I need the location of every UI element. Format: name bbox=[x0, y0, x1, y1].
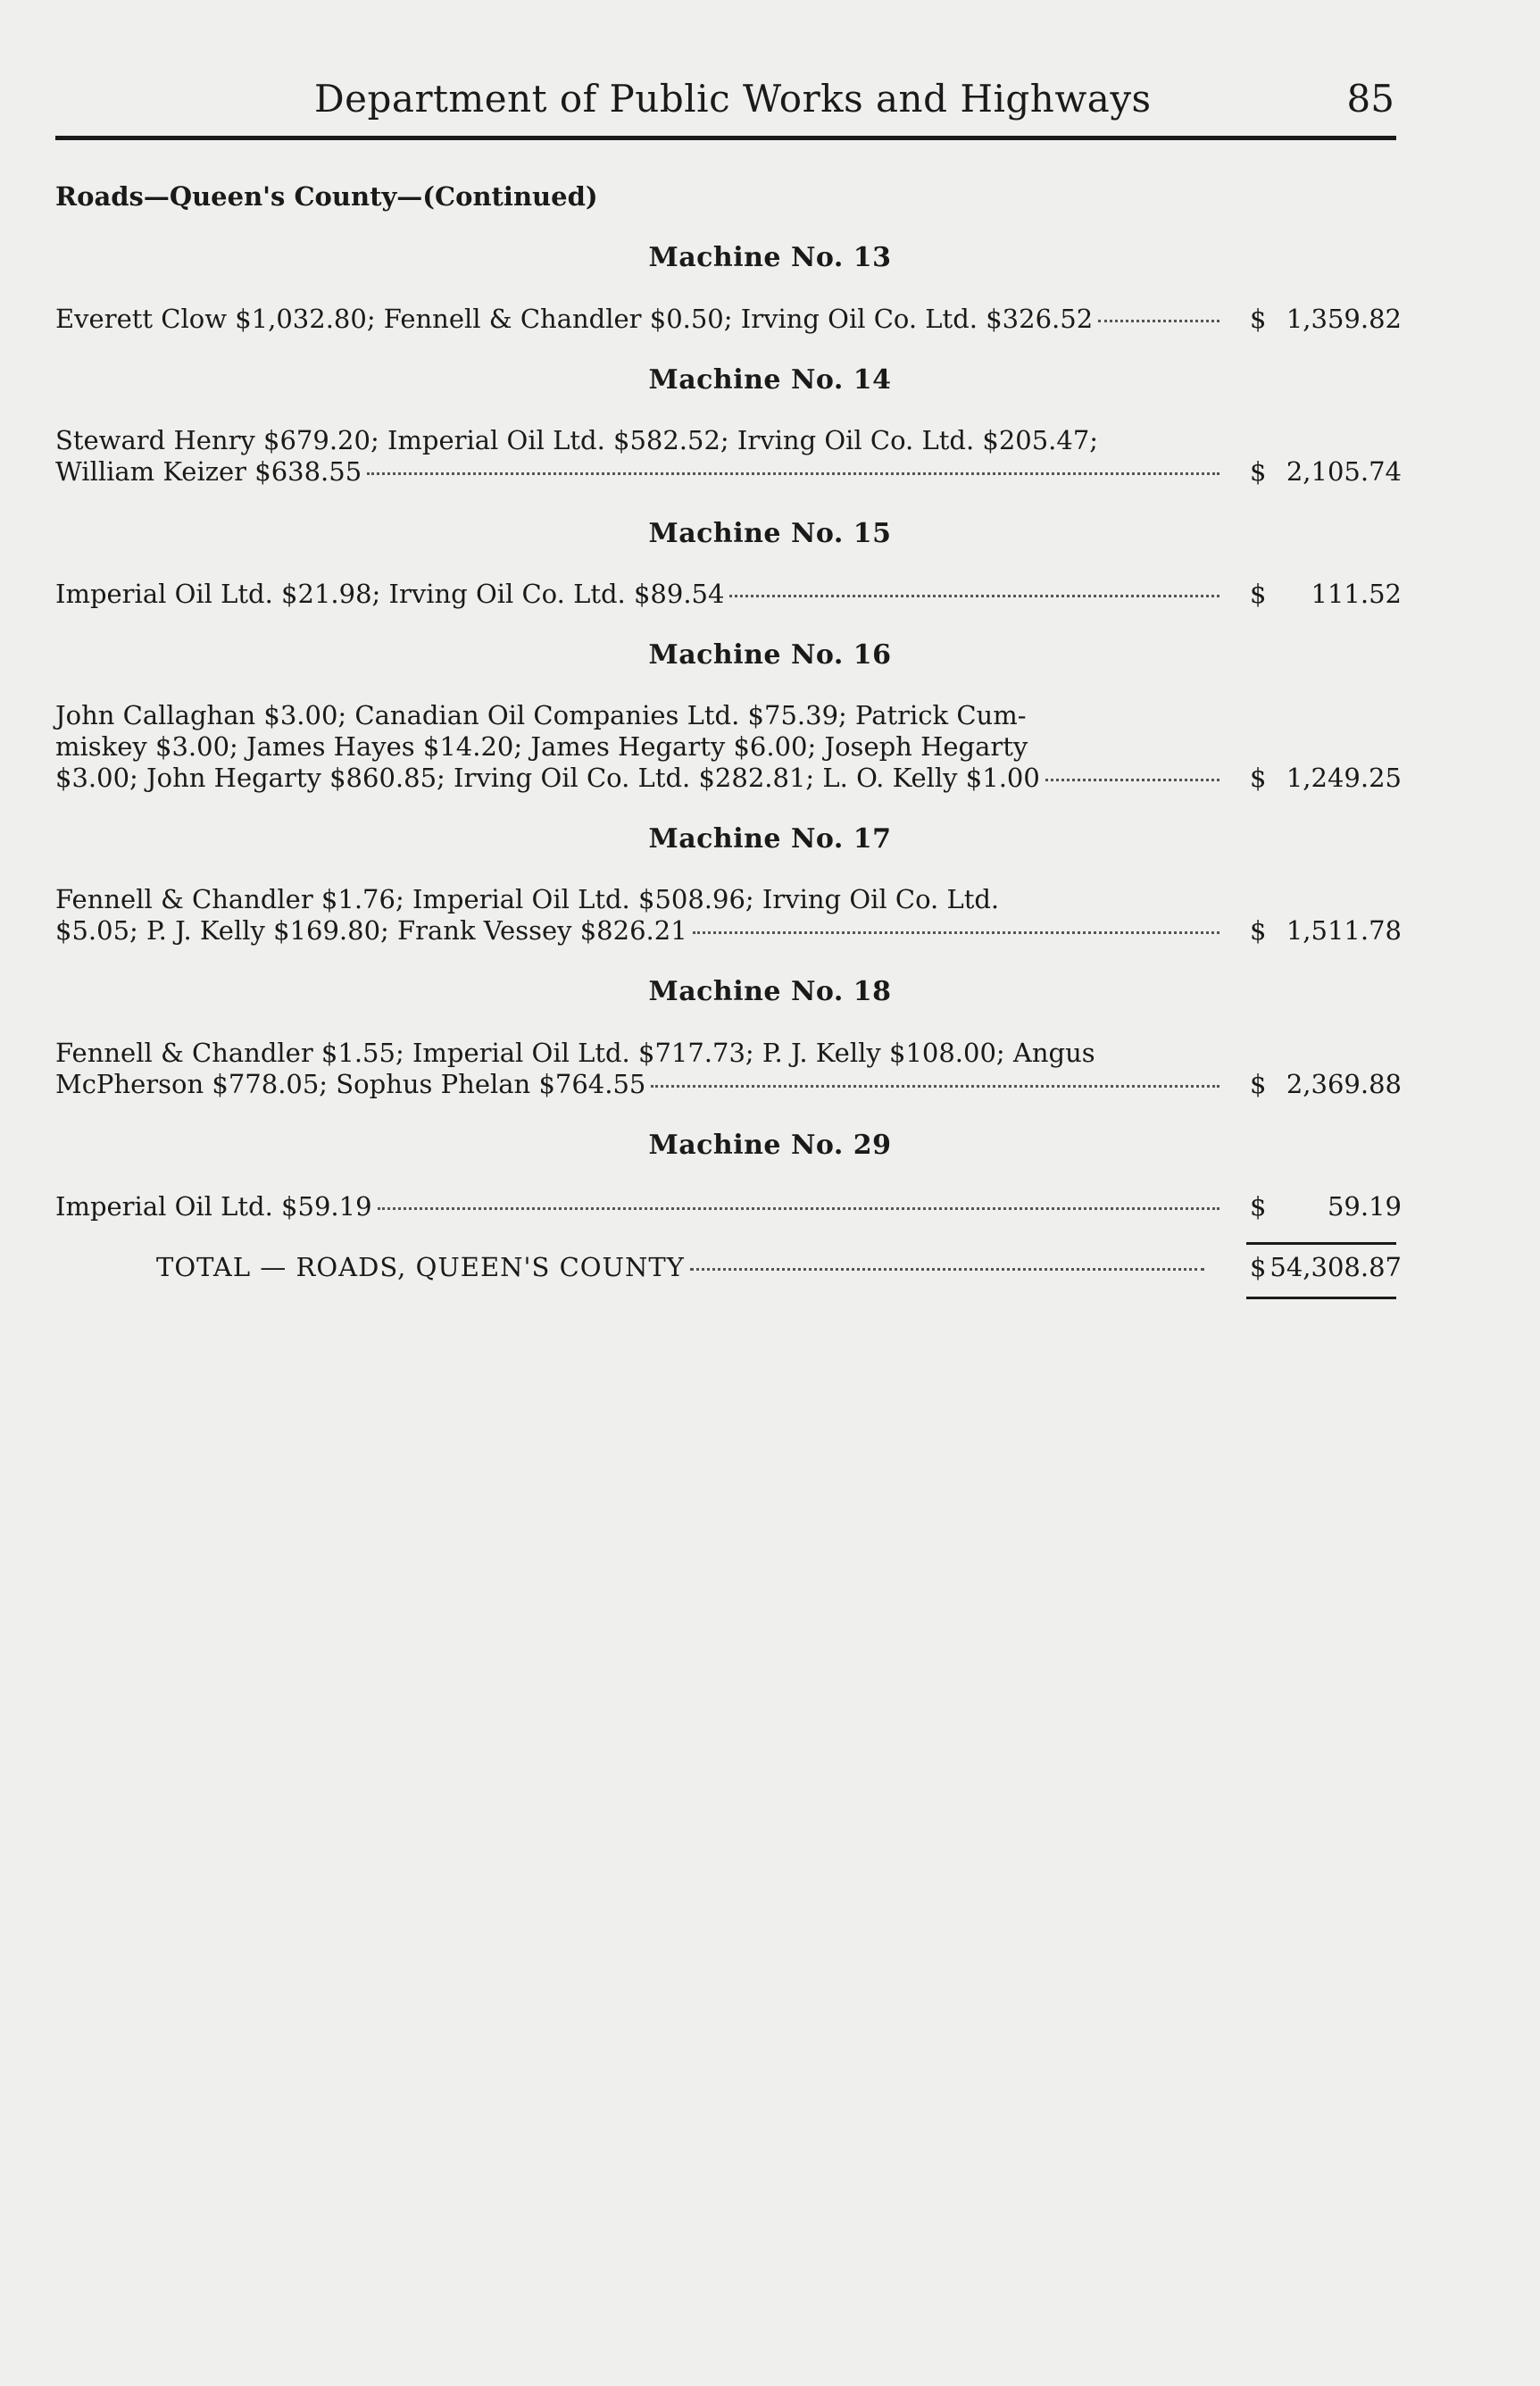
dot-leader bbox=[367, 472, 1220, 475]
currency-symbol: $ bbox=[1250, 1069, 1267, 1099]
entry-amount: 1,359.82 bbox=[1286, 304, 1402, 334]
entry-line: Everett Clow $1,032.80; Fennell & Chandler $0.50; Irving Oil Co. Ltd. $326.52 bbox=[55, 304, 1094, 334]
dot-leader bbox=[693, 931, 1220, 934]
machine-entry bbox=[55, 579, 1225, 610]
machine-heading: Machine No. 29 bbox=[648, 1130, 892, 1161]
entry-amount: 1,249.25 bbox=[1286, 763, 1402, 793]
dot-leader bbox=[651, 1085, 1220, 1088]
header-rule bbox=[55, 136, 1396, 140]
entry-amount: 111.52 bbox=[1311, 579, 1402, 609]
entry-line: miskey $3.00; James Hayes $14.20; James Hegarty $6.00; Joseph Hegarty bbox=[55, 731, 1028, 762]
entry-amount: 2,105.74 bbox=[1286, 456, 1402, 487]
entry-line: John Callaghan $3.00; Canadian Oil Companies Ltd. $75.39; Patrick Cum- bbox=[55, 700, 1027, 730]
total-amount: 54,308.87 bbox=[1269, 1252, 1402, 1282]
currency-symbol: $ bbox=[1250, 456, 1267, 487]
entry-line: $5.05; P. J. Kelly $169.80; Frank Vessey $826.21 bbox=[55, 915, 687, 946]
entry-line: Fennell & Chandler $1.76; Imperial Oil Ltd. $508.96; Irving Oil Co. Ltd. bbox=[55, 884, 1000, 914]
currency-symbol: $ bbox=[1250, 915, 1267, 946]
page-title: Department of Public Works and Highways bbox=[314, 77, 1152, 121]
machine-heading: Machine No. 13 bbox=[648, 242, 892, 273]
currency-symbol: $ bbox=[1250, 763, 1267, 793]
entry-line: McPherson $778.05; Sophus Phelan $764.55 bbox=[55, 1069, 646, 1099]
dot-leader bbox=[1045, 779, 1220, 781]
total-rule-bottom bbox=[1246, 1297, 1396, 1299]
entry-line: Imperial Oil Ltd. $21.98; Irving Oil Co. Ltd. $89.54 bbox=[55, 579, 725, 609]
machine-entry bbox=[55, 884, 1225, 947]
machine-entry bbox=[55, 304, 1225, 335]
total-rule-top bbox=[1246, 1242, 1396, 1245]
machine-entry bbox=[55, 425, 1225, 488]
entry-amount: 59.19 bbox=[1327, 1191, 1402, 1222]
section-title: Roads—Queen's County—(Continued) bbox=[55, 181, 598, 212]
currency-symbol: $ bbox=[1250, 1191, 1267, 1222]
page-header bbox=[55, 77, 1394, 130]
total-row bbox=[156, 1252, 1210, 1282]
total-currency-symbol: $ bbox=[1250, 1252, 1267, 1282]
dot-leader bbox=[690, 1268, 1204, 1271]
entry-line: Steward Henry $679.20; Imperial Oil Ltd. $582.52; Irving Oil Co. Ltd. $205.47; bbox=[55, 425, 1099, 455]
page-number: 85 bbox=[1346, 77, 1394, 121]
dot-leader bbox=[729, 595, 1220, 597]
machine-entry bbox=[55, 1038, 1225, 1100]
machine-heading: Machine No. 16 bbox=[648, 639, 892, 671]
entry-line: Imperial Oil Ltd. $59.19 bbox=[55, 1191, 372, 1222]
dot-leader bbox=[378, 1207, 1220, 1210]
currency-symbol: $ bbox=[1250, 579, 1267, 609]
dot-leader bbox=[1098, 320, 1220, 322]
total-label: TOTAL — ROADS, QUEEN'S COUNTY bbox=[156, 1252, 685, 1282]
entry-amount: 2,369.88 bbox=[1286, 1069, 1402, 1099]
entry-line: Fennell & Chandler $1.55; Imperial Oil Ltd. $717.73; P. J. Kelly $108.00; Angus bbox=[55, 1038, 1095, 1068]
machine-heading: Machine No. 15 bbox=[648, 518, 892, 549]
machine-entry bbox=[55, 1191, 1225, 1222]
currency-symbol: $ bbox=[1250, 304, 1267, 334]
machine-heading: Machine No. 14 bbox=[648, 364, 892, 396]
machine-entry bbox=[55, 700, 1225, 794]
machine-heading: Machine No. 18 bbox=[648, 976, 892, 1007]
entry-line: $3.00; John Hegarty $860.85; Irving Oil Co. Ltd. $282.81; L. O. Kelly $1.00 bbox=[55, 763, 1040, 793]
machine-heading: Machine No. 17 bbox=[648, 823, 892, 855]
entry-line: William Keizer $638.55 bbox=[55, 456, 362, 487]
entry-amount: 1,511.78 bbox=[1286, 915, 1402, 946]
